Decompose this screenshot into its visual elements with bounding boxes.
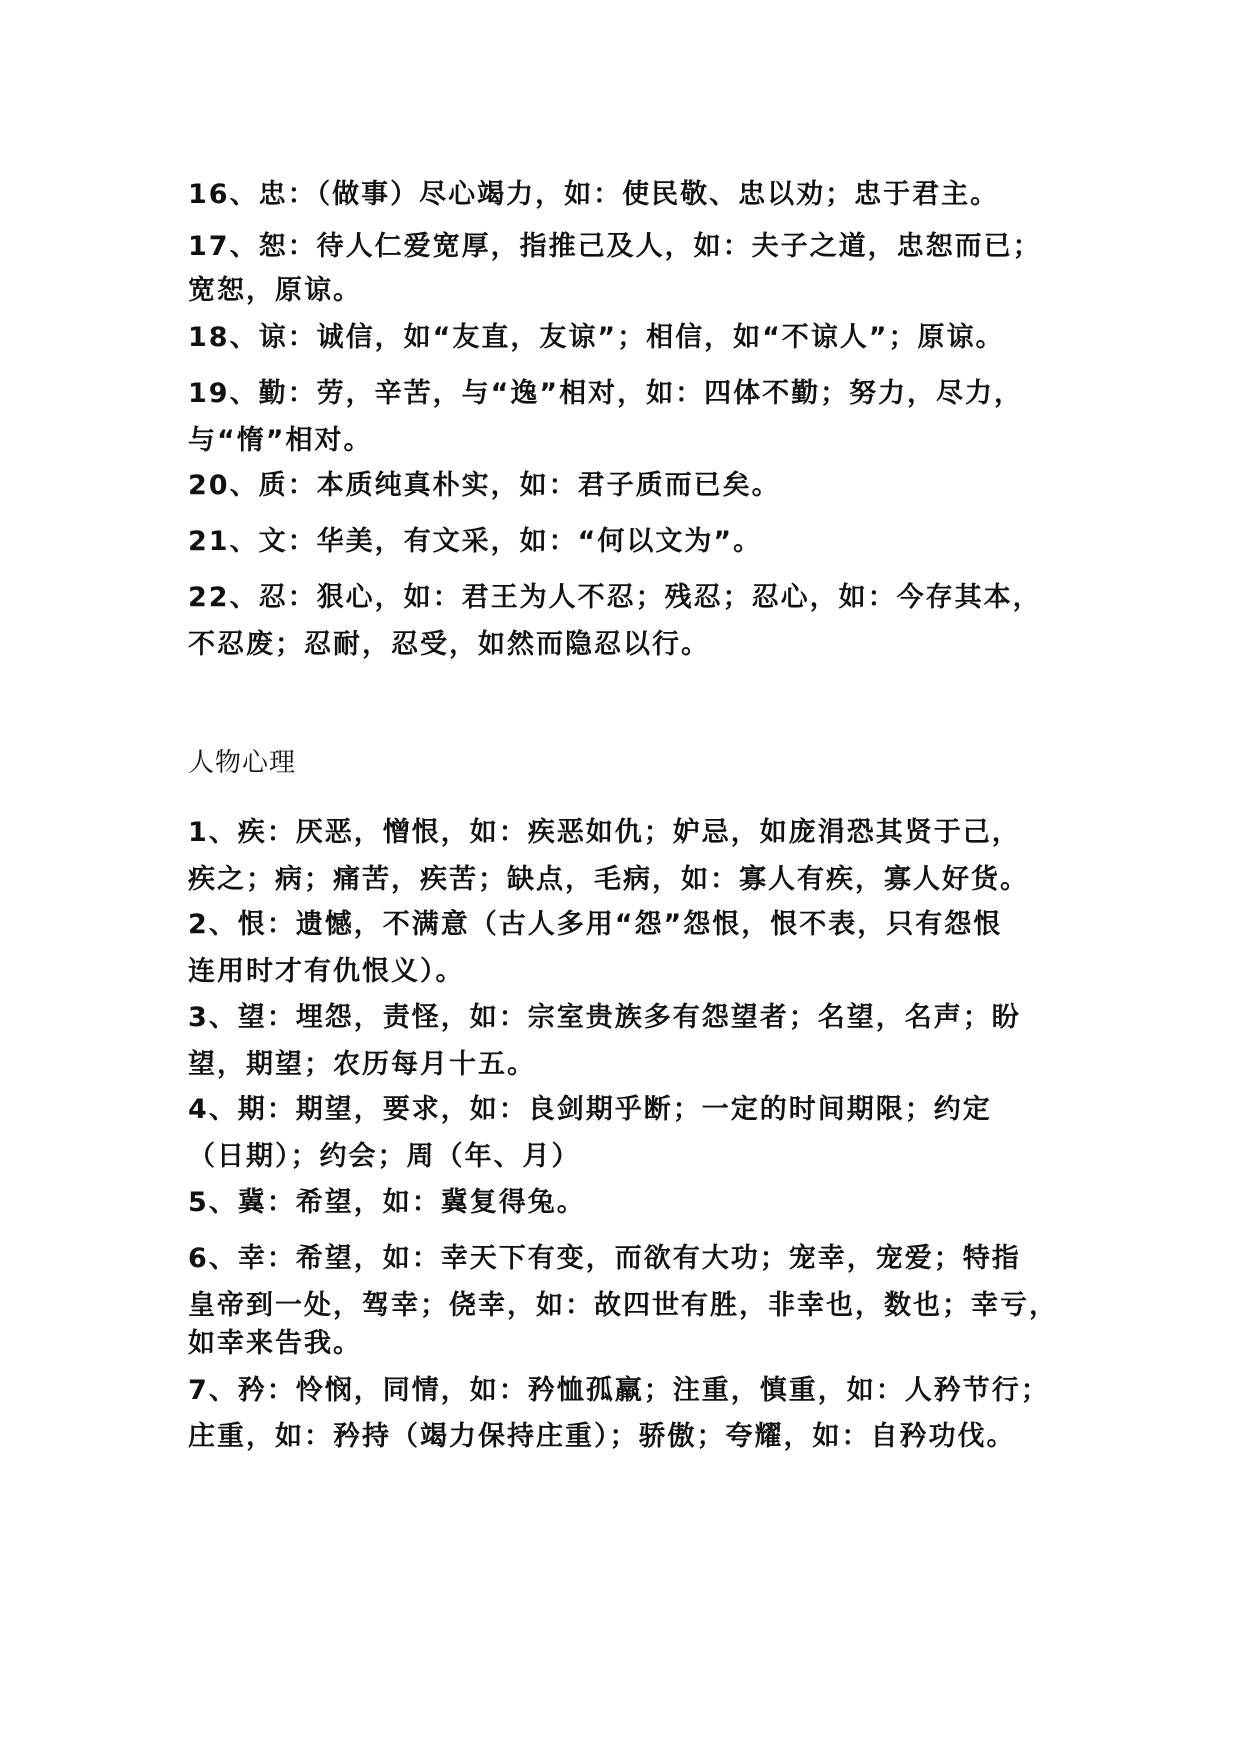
section-title: 人物心理: [188, 748, 297, 778]
entry-line: 连用时才有仇恨义）。: [188, 956, 465, 987]
entry-line: 庄重，如：矜持（竭力保持庄重）；骄傲；夸耀，如：自矜功伐。: [188, 1421, 1016, 1452]
entry-line: 3、望：埋怨，责怪，如：宗室贵族多有怨望者；名望，名声；盼: [188, 1002, 1021, 1033]
entry-line: 4、期：期望，要求，如：良剑期乎断；一定的时间期限；约定: [188, 1094, 992, 1125]
entry-line: 19、勤：劳，辛苦，与“逸”相对，如：四体不勤；努力，尽力，: [188, 378, 1024, 409]
entry-line: 16、忠：（做事）尽心竭力，如：使民敬、忠以劝；忠于君主。: [188, 179, 1000, 210]
entry-line: 7、矜：怜悯，同情，如：矜恤孤羸；注重，慎重，如：人矜节行；: [188, 1375, 1050, 1406]
entry-line: 2、恨：遗憾，不满意（古人多用“怨”怨恨，恨不表，只有怨恨: [188, 909, 1003, 940]
entry-line: 18、谅：诚信，如“友直，友谅”；相信，如“不谅人”；原谅。: [188, 322, 1005, 353]
entry-line: 不忍废；忍耐，忍受，如然而隐忍以行。: [188, 629, 710, 660]
entry-line: 6、幸：希望，如：幸天下有变，而欲有大功；宠幸，宠爱；特指: [188, 1243, 1021, 1274]
entry-line: 5、冀：希望，如：冀复得兔。: [188, 1187, 586, 1218]
entry-line: 望，期望；农历每月十五。: [188, 1049, 536, 1080]
entry-line: 如幸来告我。: [188, 1328, 362, 1359]
entry-line: 疾之；病；痛苦，疾苦；缺点，毛病，如：寡人有疾，寡人好货。: [188, 864, 1029, 895]
entry-line: 20、质：本质纯真朴实，如：君子质而已矣。: [188, 470, 781, 501]
entry-line: 宽恕，原谅。: [188, 275, 362, 306]
entry-line: 21、文：华美，有文采，如：“何以文为”。: [188, 526, 763, 557]
entry-line: 与“惰”相对。: [188, 425, 373, 456]
entry-line: 17、恕：待人仁爱宽厚，指推己及人，如：夫子之道，忠恕而已；: [188, 231, 1042, 262]
entry-line: 22、忍：狠心，如：君王为人不忍；残忍；忍心，如：今存其本，: [188, 582, 1042, 613]
entry-line: 1、疾：厌恶，憎恨，如：疾恶如仇；妒忌，如庞涓恐其贤于己，: [188, 817, 1021, 848]
entry-line: （日期）；约会；周（年、月）: [188, 1141, 581, 1172]
entry-line: 皇帝到一处，驾幸；侥幸，如：故四世有胜，非幸也，数也；幸亏，: [188, 1290, 1058, 1321]
